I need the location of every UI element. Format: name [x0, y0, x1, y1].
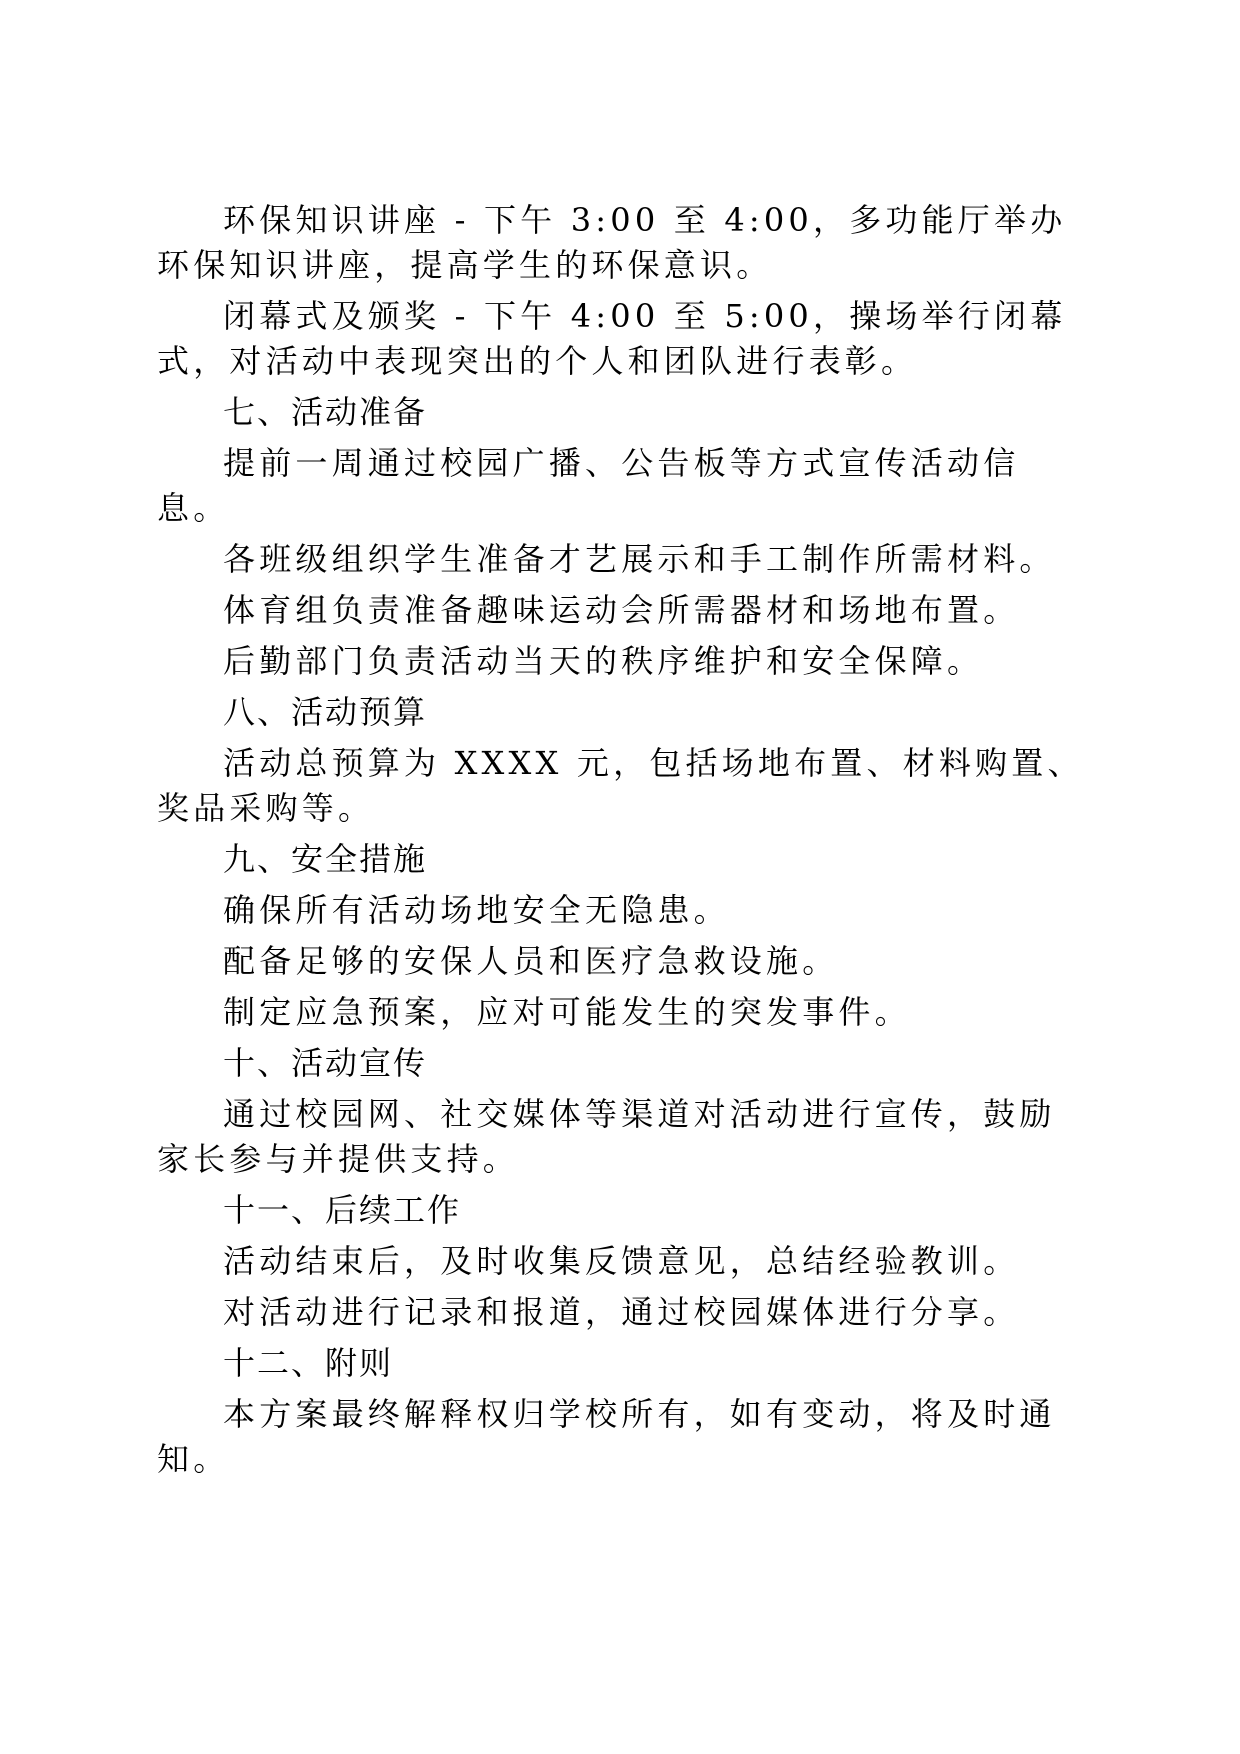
paragraph-prep-logistics: 后勤部门负责活动当天的秩序维护和安全保障。	[223, 642, 984, 680]
paragraph-followup-feedback: 活动结束后，及时收集反馈意见，总结经验教训。	[223, 1242, 1020, 1280]
paragraph-safety-staff: 配备足够的安保人员和医疗急救设施。	[223, 942, 839, 980]
section-heading-safety: 九、安全措施	[223, 840, 428, 878]
paragraph-closing-ceremony: 闭幕式及颁奖 - 下午 4:00 至 5:00，操场举行闭幕式，对活动中表现突出的个人和团队进行表彰。	[157, 297, 1067, 380]
section-heading-followup: 十一、后续工作	[223, 1191, 462, 1229]
section-heading-appendix: 十二、附则	[223, 1344, 394, 1382]
paragraph-appendix: 本方案最终解释权归学校所有，如有变动，将及时通知。	[157, 1395, 1056, 1478]
paragraph-safety-plan: 制定应急预案，应对可能发生的突发事件。	[223, 993, 911, 1031]
paragraph-safety-venue: 确保所有活动场地安全无隐患。	[223, 891, 730, 929]
paragraph-env-lecture: 环保知识讲座 - 下午 3:00 至 4:00，多功能厅举办环保知识讲座，提高学生的环保意识。	[157, 201, 1067, 284]
paragraph-prep-classes: 各班级组织学生准备才艺展示和手工制作所需材料。	[223, 540, 1056, 578]
paragraph-prep-publicity: 提前一周通过校园广播、公告板等方式宣传活动信息。	[157, 444, 1020, 527]
section-heading-publicity: 十、活动宣传	[223, 1044, 428, 1082]
section-heading-preparation: 七、活动准备	[223, 393, 428, 431]
paragraph-publicity: 通过校园网、社交媒体等渠道对活动进行宣传，鼓励家长参与并提供支持。	[157, 1095, 1056, 1178]
paragraph-budget: 活动总预算为 XXXX 元，包括场地布置、材料购置、奖品采购等。	[157, 744, 1084, 827]
paragraph-prep-sports: 体育组负责准备趣味运动会所需器材和场地布置。	[223, 591, 1020, 629]
paragraph-followup-report: 对活动进行记录和报道，通过校园媒体进行分享。	[223, 1293, 1020, 1331]
section-heading-budget: 八、活动预算	[223, 693, 428, 731]
document-body	[157, 198, 1085, 1488]
